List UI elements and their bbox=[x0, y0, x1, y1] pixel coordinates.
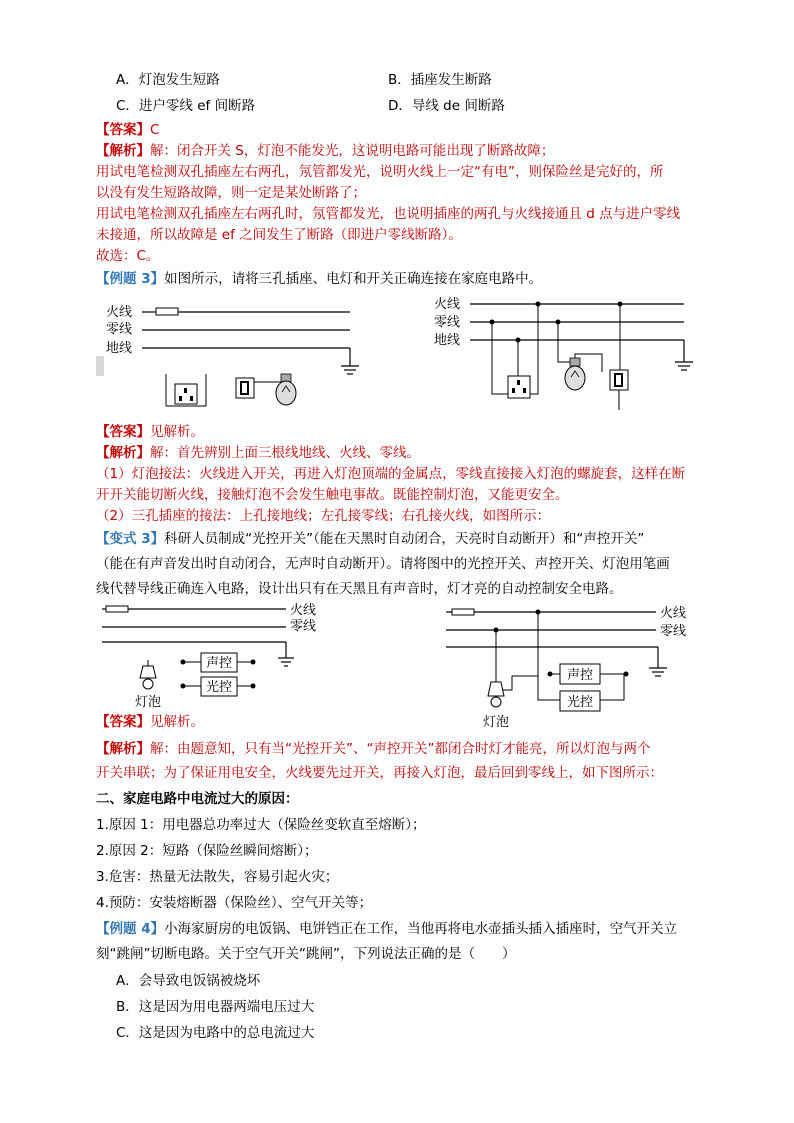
analysis-tag: 【解析】 bbox=[96, 741, 150, 757]
section-2-point: 4.预防：安装熔断器（保险丝）、空气开关等； bbox=[96, 895, 373, 911]
light-switch bbox=[560, 691, 600, 711]
analysis-variant bbox=[96, 740, 650, 759]
option-d: D．导线 de 间断路 bbox=[388, 98, 505, 114]
ground-wire-label: 地线 bbox=[106, 341, 133, 356]
example-4 bbox=[96, 920, 677, 939]
answer-3 bbox=[96, 423, 204, 442]
live-wire-label: 火线 bbox=[106, 305, 133, 320]
variant-3 bbox=[96, 530, 644, 549]
example-4-option-c: C．这是因为电路中的总电流过大 bbox=[116, 1025, 315, 1041]
neutral-wire-label: 零线 bbox=[106, 322, 133, 337]
lamp-icon bbox=[488, 682, 504, 707]
analysis-line: （2）三孔插座的接法：上孔接地线；左孔接零线；右孔接火线，如图所示： bbox=[96, 508, 551, 524]
example-tag: 【例题 3】 bbox=[96, 271, 165, 287]
section-2-point: 2.原因 2：短路（保险丝瞬间熔断）； bbox=[96, 843, 318, 859]
example-text: 如图所示，请将三孔插座、电灯和开关正确连接在家庭电路中。 bbox=[164, 271, 543, 287]
answer-text: C bbox=[150, 122, 160, 138]
analysis-line: 故选：C。 bbox=[96, 248, 160, 264]
analysis-line: 以没有发生短路故障，则一定是某处断路了； bbox=[96, 185, 366, 201]
ground-wire-label: 地线 bbox=[434, 333, 461, 348]
sound-switch bbox=[560, 664, 600, 684]
example-line: 刻“跳闸”切断电路。关于空气开关“跳闸”，下列说法正确的是（ ） bbox=[96, 946, 516, 962]
answer-tag: 【答案】 bbox=[96, 424, 150, 440]
answer-text: 见解析。 bbox=[150, 714, 204, 730]
lamp-label: 灯泡 bbox=[482, 715, 510, 730]
analysis-line: 解：首先辨别上面三根线地线、火线、零线。 bbox=[150, 445, 420, 461]
lamp-label: 灯泡 bbox=[134, 695, 162, 710]
section-2-point: 1.原因 1：用电器总功率过大（保险丝变软直至熔断）； bbox=[96, 817, 426, 833]
example-tag: 【例题 4】 bbox=[96, 921, 165, 937]
sound-switch bbox=[181, 653, 256, 672]
section-2-point: 3.危害：热量无法散失，容易引起火灾； bbox=[96, 869, 339, 885]
example-4-option-a: A．会导致电饭锅被烧坏 bbox=[116, 973, 261, 989]
variant-line: 科研人员制成“光控开关”（能在天黑时自动闭合，天亮时自动断开）和“声控开关” bbox=[164, 531, 645, 547]
analysis-line: 开关串联；为了保证用电安全，火线要先过开关，再接入灯泡，最后回到零线上，如下图所示： bbox=[96, 765, 663, 781]
figure-3-answer bbox=[430, 292, 710, 414]
section-2-title: 二、家庭电路中电流过大的原因： bbox=[96, 791, 299, 807]
light-switch-label: 光控 bbox=[205, 680, 233, 695]
analysis-line: 用试电笔检测双孔插座左右两孔时，氖管都发光，也说明插座的两孔与火线接通且 d 点与进户零线 bbox=[96, 206, 681, 222]
fuse-icon bbox=[156, 308, 178, 315]
analysis-3 bbox=[96, 444, 420, 463]
answer-1 bbox=[96, 121, 159, 140]
live-wire-label: 火线 bbox=[434, 297, 461, 312]
analysis-line: 解：闭合开关 S，灯泡不能发光，这说明电路可能出现了断路故障； bbox=[150, 143, 555, 159]
answer-text: 见解析。 bbox=[150, 424, 204, 440]
example-line: 小海家厨房的电饭锅、电饼铛正在工作，当他再将电水壶插头插入插座时，空气开关立 bbox=[164, 921, 678, 937]
example-4-option-b: B．这是因为用电器两端电压过大 bbox=[116, 999, 315, 1015]
figure-variant-question bbox=[96, 600, 336, 710]
analysis-tag: 【解析】 bbox=[96, 143, 150, 159]
answer-tag: 【答案】 bbox=[96, 122, 150, 138]
variant-line: （能在有声音发出时自动闭合，无声时自动断开）。请将图中的光控开关、声控开关、灯泡用笔画 bbox=[96, 556, 670, 572]
analysis-line: 用试电笔检测双孔插座左右两孔，氖管都发光，说明火线上一定“有电”，则保险丝是完好的，所 bbox=[96, 164, 664, 180]
bulb-icon bbox=[276, 374, 296, 405]
analysis-line: （1）灯泡接法：火线进入开关，再进入灯泡顶端的金属点，零线直接接入灯泡的螺旋套，这样在断 bbox=[96, 466, 686, 482]
example-3 bbox=[96, 270, 542, 289]
light-switch bbox=[181, 677, 256, 696]
lamp-icon bbox=[140, 660, 156, 689]
option-b: B．插座发生断路 bbox=[388, 72, 492, 88]
fuse-icon bbox=[106, 606, 128, 612]
neutral-wire-label: 零线 bbox=[660, 624, 687, 639]
neutral-wire-label: 零线 bbox=[290, 619, 317, 634]
fuse-icon bbox=[452, 609, 474, 615]
switch-icon bbox=[236, 378, 254, 398]
live-wire-label: 火线 bbox=[660, 606, 687, 621]
variant-line: 线代替导线正确连入电路，设计出只有在天黑且有声音时，灯才亮的自动控制安全电路。 bbox=[96, 581, 623, 597]
figure-variant-answer bbox=[440, 600, 700, 732]
sound-switch-label: 声控 bbox=[205, 656, 233, 671]
figure-3-question bbox=[96, 296, 376, 416]
answer-variant bbox=[96, 713, 204, 732]
socket-icon bbox=[508, 376, 530, 398]
variant-tag: 【变式 3】 bbox=[96, 531, 165, 547]
analysis-line: 解：由题意知，只有当“光控开关”、“声控开关”都闭合时灯才能亮，所以灯泡与两个 bbox=[150, 741, 651, 757]
light-switch-label: 光控 bbox=[566, 695, 594, 710]
analysis-tag: 【解析】 bbox=[96, 445, 150, 461]
sound-switch-label: 声控 bbox=[566, 668, 594, 683]
answer-tag: 【答案】 bbox=[96, 714, 150, 730]
live-wire-label: 火线 bbox=[290, 603, 317, 618]
analysis-line: 开开关能切断火线，接触灯泡不会发生触电事故。既能控制灯泡，又能更安全。 bbox=[96, 487, 569, 503]
neutral-wire-label: 零线 bbox=[434, 315, 461, 330]
bulb-icon bbox=[565, 358, 585, 390]
analysis-1 bbox=[96, 142, 554, 161]
socket-icon bbox=[166, 374, 206, 406]
switch-icon bbox=[610, 370, 628, 390]
option-a: A．灯泡发生短路 bbox=[116, 72, 220, 88]
option-c: C．进户零线 ef 间断路 bbox=[116, 98, 256, 114]
analysis-line: 未接通，所以故障是 ef 之间发生了断路（即进户零线断路）。 bbox=[96, 227, 462, 243]
